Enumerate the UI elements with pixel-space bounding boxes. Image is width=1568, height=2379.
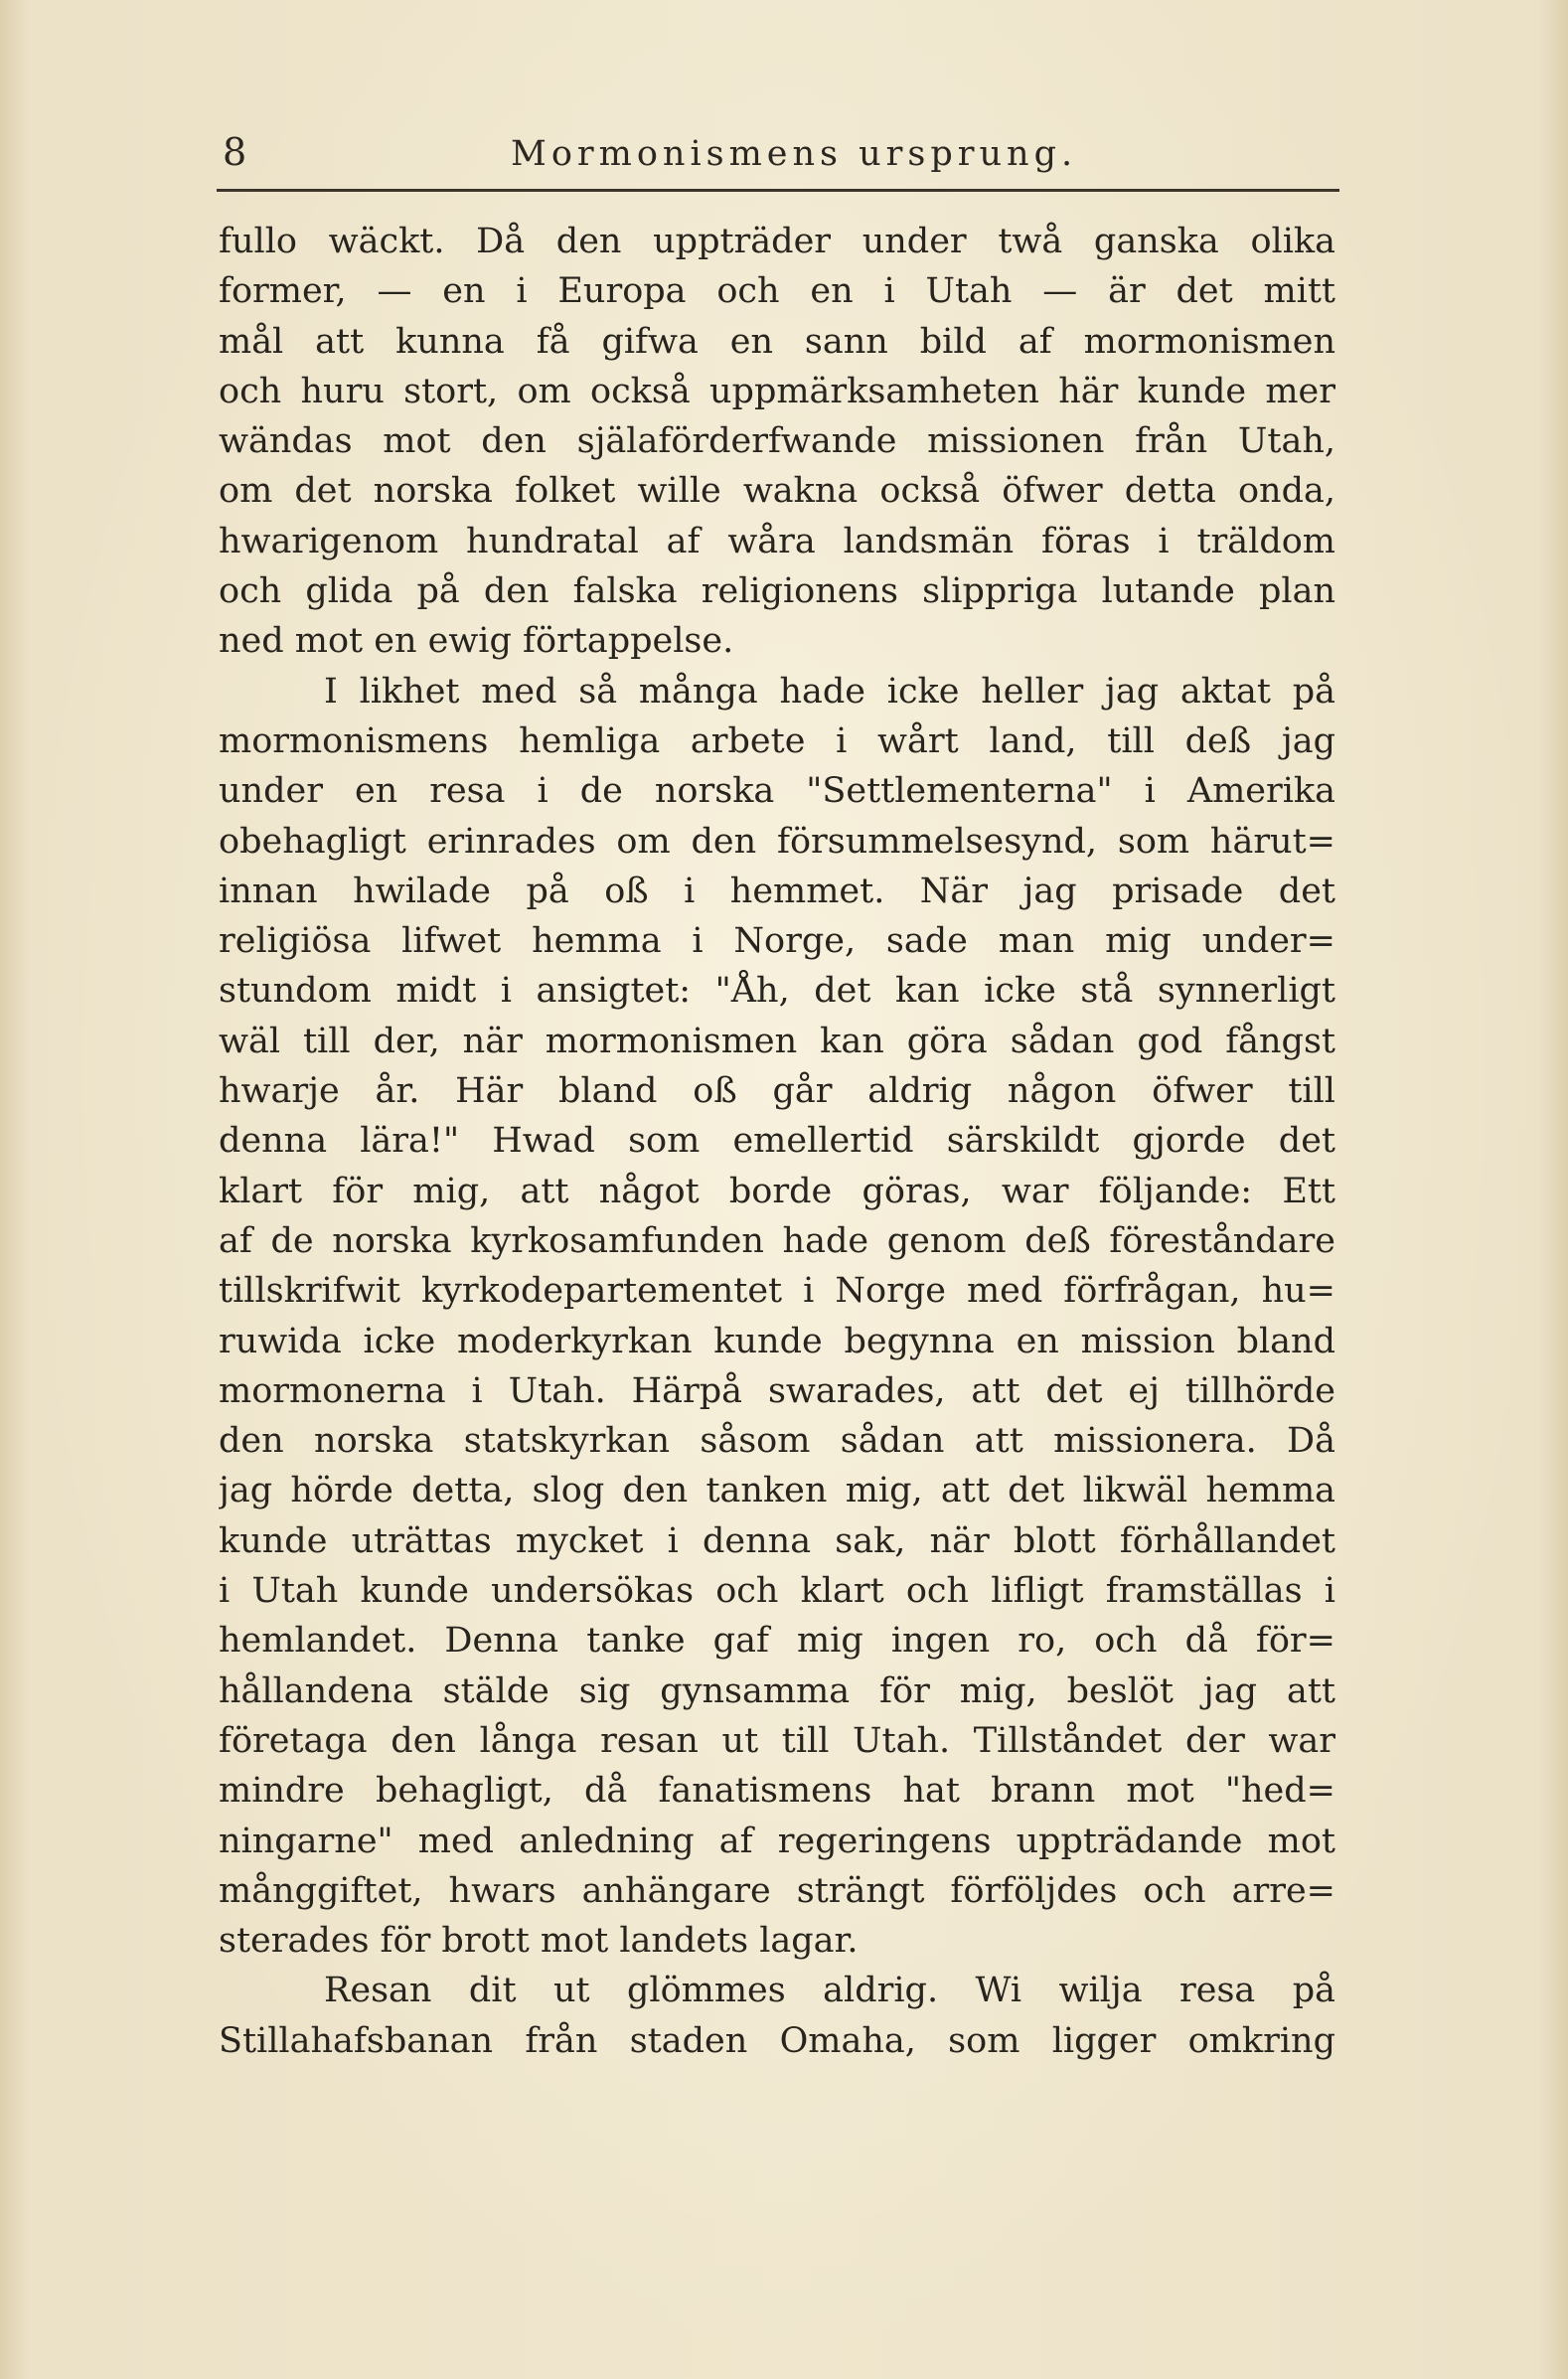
text-line: I likhet med så många hade icke heller jag aktat på xyxy=(324,671,1335,712)
text-line: under en resa i de norska "Settlementerna" i Amerika xyxy=(219,771,1335,812)
running-title: Mormonismens ursprung. xyxy=(511,134,1078,174)
text-line: Resan dit ut glömmes aldrig. Wi wilja resa på xyxy=(324,1971,1335,2011)
text-line: om det norska folket wille wakna också öfwer detta onda, xyxy=(219,471,1335,512)
text-line: månggiftet, hwars anhängare strängt förföljdes och arre= xyxy=(219,1870,1335,1911)
text-line: mål att kunna få gifwa en sann bild af mormonismen xyxy=(219,321,1335,362)
text-line: företaga den långa resan ut till Utah. Tillståndet der war xyxy=(219,1720,1335,1761)
text-line: mormonismens hemliga arbete i wårt land, till deß jag xyxy=(219,720,1335,761)
text-line: fullo wäckt. Då den uppträder under twå ganska olika xyxy=(219,222,1335,261)
text-line: denna lära!" Hwad som emellertid särskildt gjorde det xyxy=(219,1121,1335,1162)
text-line: klart för mig, att något borde göras, war följande: Ett xyxy=(219,1171,1335,1211)
text-line: obehagligt erinrades om den försummelsesynd, som härut= xyxy=(219,821,1335,862)
body-text xyxy=(219,217,1335,2066)
text-line: af de norska kyrkosamfunden hade genom deß föreståndare xyxy=(219,1220,1335,1261)
text-line: wäl till der, när mormonismen kan göra sådan god fångst xyxy=(219,1021,1335,1061)
text-line: tillskrifwit kyrkodepartementet i Norge med förfrågan, hu= xyxy=(219,1271,1335,1312)
page-header xyxy=(223,127,1337,177)
text-line: mormonerna i Utah. Härpå swarades, att det ej tillhörde xyxy=(219,1370,1335,1411)
page-number: 8 xyxy=(223,130,247,174)
text-line: hwarigenom hundratal af wåra landsmän föras i träldom xyxy=(219,521,1335,561)
text-line: jag hörde detta, slog den tanken mig, att det likwäl hemma xyxy=(219,1471,1335,1511)
text-line: och huru stort, om också uppmärksamheten här kunde mer xyxy=(219,371,1335,411)
text-line: ningarne" med anledning af regeringens uppträdande mot xyxy=(219,1821,1335,1861)
text-line: den norska statskyrkan såsom sådan att missionera. Då xyxy=(219,1421,1335,1462)
text-line: ned mot en ewig förtappelse. xyxy=(219,621,734,662)
header-rule xyxy=(217,189,1339,192)
text-line: kunde uträttas mycket i denna sak, när blott förhållandet xyxy=(219,1520,1335,1561)
text-line: i Utah kunde undersökas och klart och lifligt framställas i xyxy=(219,1571,1335,1612)
text-line: mindre behagligt, då fanatismens hat brann mot "hed= xyxy=(219,1771,1335,1812)
text-line: innan hwilade på oß i hemmet. När jag prisade det xyxy=(219,871,1335,911)
text-line: ruwida icke moderkyrkan kunde begynna en mission bland xyxy=(219,1321,1335,1361)
text-line: och glida på den falska religionens slippriga lutande plan xyxy=(219,571,1335,612)
text-line: sterades för brott mot landets lagar. xyxy=(219,1921,859,1962)
text-line: stundom midt i ansigtet: "Åh, det kan icke stå synnerligt xyxy=(219,971,1335,1012)
text-line: former, — en i Europa och en i Utah — är det mitt xyxy=(219,271,1335,312)
text-line: hemlandet. Denna tanke gaf mig ingen ro, och då för= xyxy=(219,1621,1335,1662)
text-line: wändas mot den själaförderfwande missionen från Utah, xyxy=(219,421,1335,462)
text-line: hållandena stälde sig gynsamma för mig, beslöt jag att xyxy=(219,1670,1335,1711)
text-line: Stillahafsbanan från staden Omaha, som ligger omkring xyxy=(219,2020,1335,2061)
text-line: religiösa lifwet hemma i Norge, sade man mig under= xyxy=(219,921,1335,962)
text-line: hwarje år. Här bland oß går aldrig någon öfwer till xyxy=(219,1071,1335,1112)
